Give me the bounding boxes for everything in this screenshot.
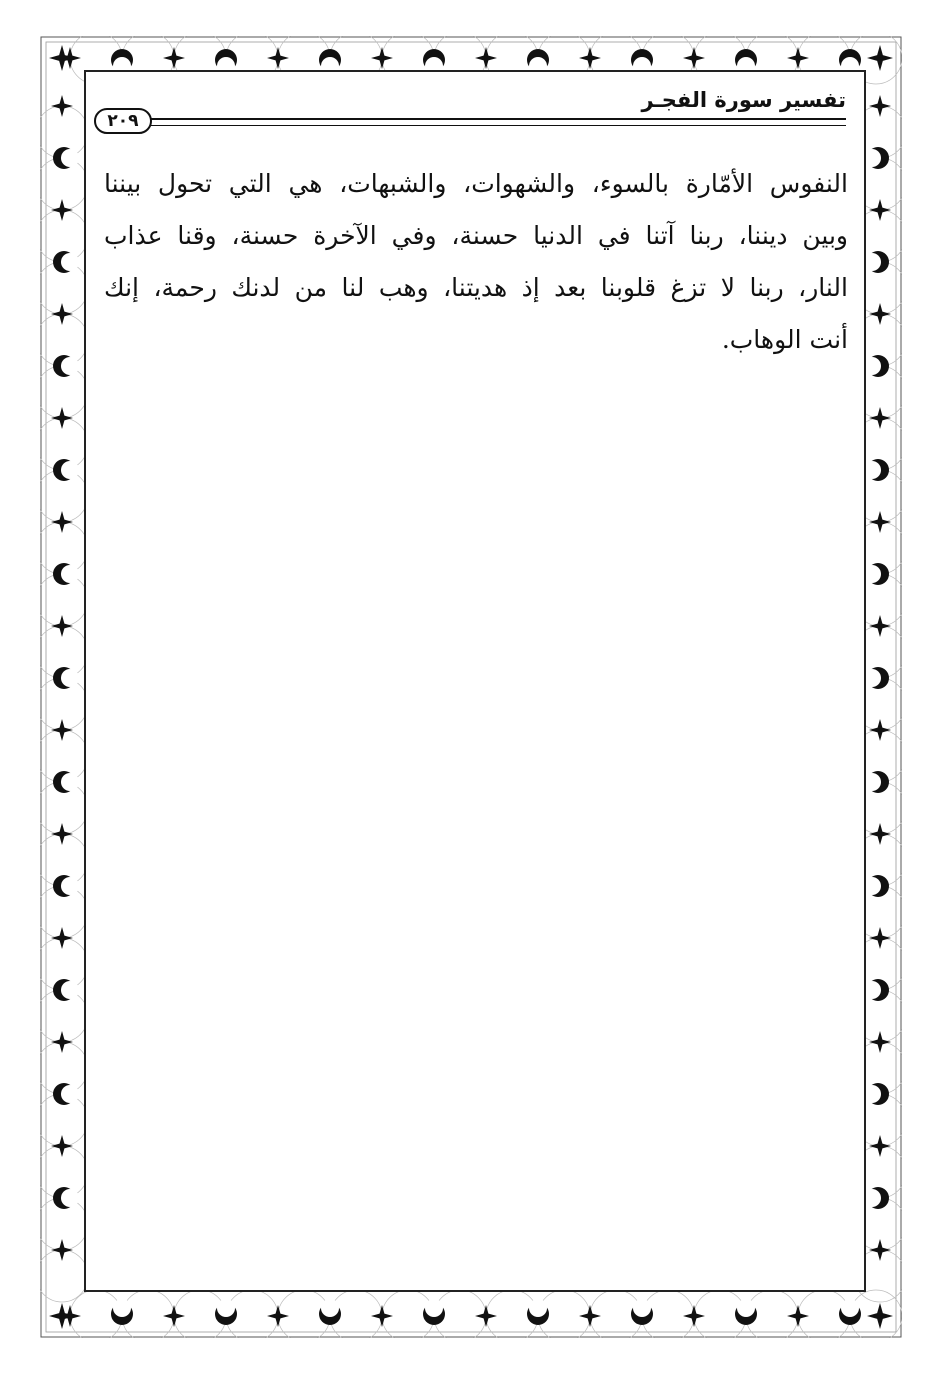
- star-ornament: [475, 47, 497, 69]
- star-ornament: [51, 407, 73, 429]
- crescent-ornament: [53, 1083, 79, 1105]
- crescent-ornament: [319, 1299, 341, 1325]
- crescent-ornament: [863, 355, 889, 377]
- header-title: تفسير سورة الفجـر: [641, 88, 846, 112]
- star-ornament: [867, 1303, 893, 1329]
- star-ornament: [869, 1031, 891, 1053]
- star-ornament: [869, 511, 891, 533]
- star-ornament: [267, 1305, 289, 1327]
- star-ornament: [51, 615, 73, 637]
- star-ornament: [683, 1305, 705, 1327]
- crescent-ornament: [863, 251, 889, 273]
- star-ornament: [579, 1305, 601, 1327]
- star-ornament: [869, 927, 891, 949]
- star-ornament: [163, 1305, 185, 1327]
- star-ornament: [51, 1031, 73, 1053]
- star-ornament: [869, 719, 891, 741]
- page-number: ٢٠٩: [94, 108, 152, 134]
- star-ornament: [869, 95, 891, 117]
- crescent-ornament: [863, 875, 889, 897]
- star-ornament: [51, 199, 73, 221]
- crescent-ornament: [863, 459, 889, 481]
- crescent-ornament: [53, 459, 79, 481]
- crescent-ornament: [863, 147, 889, 169]
- crescent-ornament: [53, 667, 79, 689]
- body-paragraph: [104, 158, 848, 366]
- body-line: النفوس الأمّارة بالسوء، والشهوات، والشبهات، هي التي تحول بيننا: [104, 169, 848, 198]
- star-ornament: [163, 47, 185, 69]
- crescent-ornament: [863, 1187, 889, 1209]
- star-ornament: [51, 1135, 73, 1157]
- star-ornament: [51, 927, 73, 949]
- crescent-ornament: [53, 355, 79, 377]
- star-ornament: [51, 823, 73, 845]
- star-ornament: [51, 1239, 73, 1261]
- star-ornament: [869, 823, 891, 845]
- crescent-ornament: [863, 667, 889, 689]
- star-ornament: [579, 47, 601, 69]
- crescent-ornament: [215, 1299, 237, 1325]
- star-ornament: [51, 95, 73, 117]
- body-line: النار، ربنا لا تزغ قلوبنا بعد إذ هديتنا، وهب لنا من لدنك رحمة، إنك: [104, 273, 848, 302]
- crescent-ornament: [735, 1299, 757, 1325]
- star-ornament: [371, 47, 393, 69]
- star-ornament: [475, 1305, 497, 1327]
- crescent-ornament: [53, 979, 79, 1001]
- star-ornament: [371, 1305, 393, 1327]
- crescent-ornament: [839, 1299, 861, 1325]
- star-ornament: [49, 1303, 75, 1329]
- crescent-ornament: [53, 1187, 79, 1209]
- star-ornament: [267, 47, 289, 69]
- star-ornament: [787, 1305, 809, 1327]
- star-ornament: [51, 303, 73, 325]
- crescent-ornament: [53, 251, 79, 273]
- star-ornament: [869, 615, 891, 637]
- star-ornament: [867, 45, 893, 71]
- crescent-ornament: [631, 1299, 653, 1325]
- star-ornament: [869, 407, 891, 429]
- body-line: وبين ديننا، ربنا آتنا في الدنيا حسنة، وفي الآخرة حسنة، وقنا عذاب: [104, 221, 848, 250]
- star-ornament: [869, 303, 891, 325]
- star-ornament: [51, 719, 73, 741]
- star-ornament: [869, 1135, 891, 1157]
- star-ornament: [869, 1239, 891, 1261]
- star-ornament: [49, 45, 75, 71]
- running-header: [90, 88, 860, 134]
- star-ornament: [683, 47, 705, 69]
- crescent-ornament: [863, 979, 889, 1001]
- crescent-ornament: [863, 1083, 889, 1105]
- crescent-ornament: [863, 563, 889, 585]
- crescent-ornament: [863, 771, 889, 793]
- crescent-ornament: [53, 771, 79, 793]
- crescent-ornament: [53, 147, 79, 169]
- crescent-ornament: [111, 1299, 133, 1325]
- crescent-ornament: [527, 1299, 549, 1325]
- header-rule: [148, 118, 846, 126]
- crescent-ornament: [53, 563, 79, 585]
- crescent-ornament: [423, 1299, 445, 1325]
- star-ornament: [869, 199, 891, 221]
- star-ornament: [787, 47, 809, 69]
- crescent-ornament: [53, 875, 79, 897]
- body-line: أنت الوهاب.: [721, 325, 848, 354]
- star-ornament: [51, 511, 73, 533]
